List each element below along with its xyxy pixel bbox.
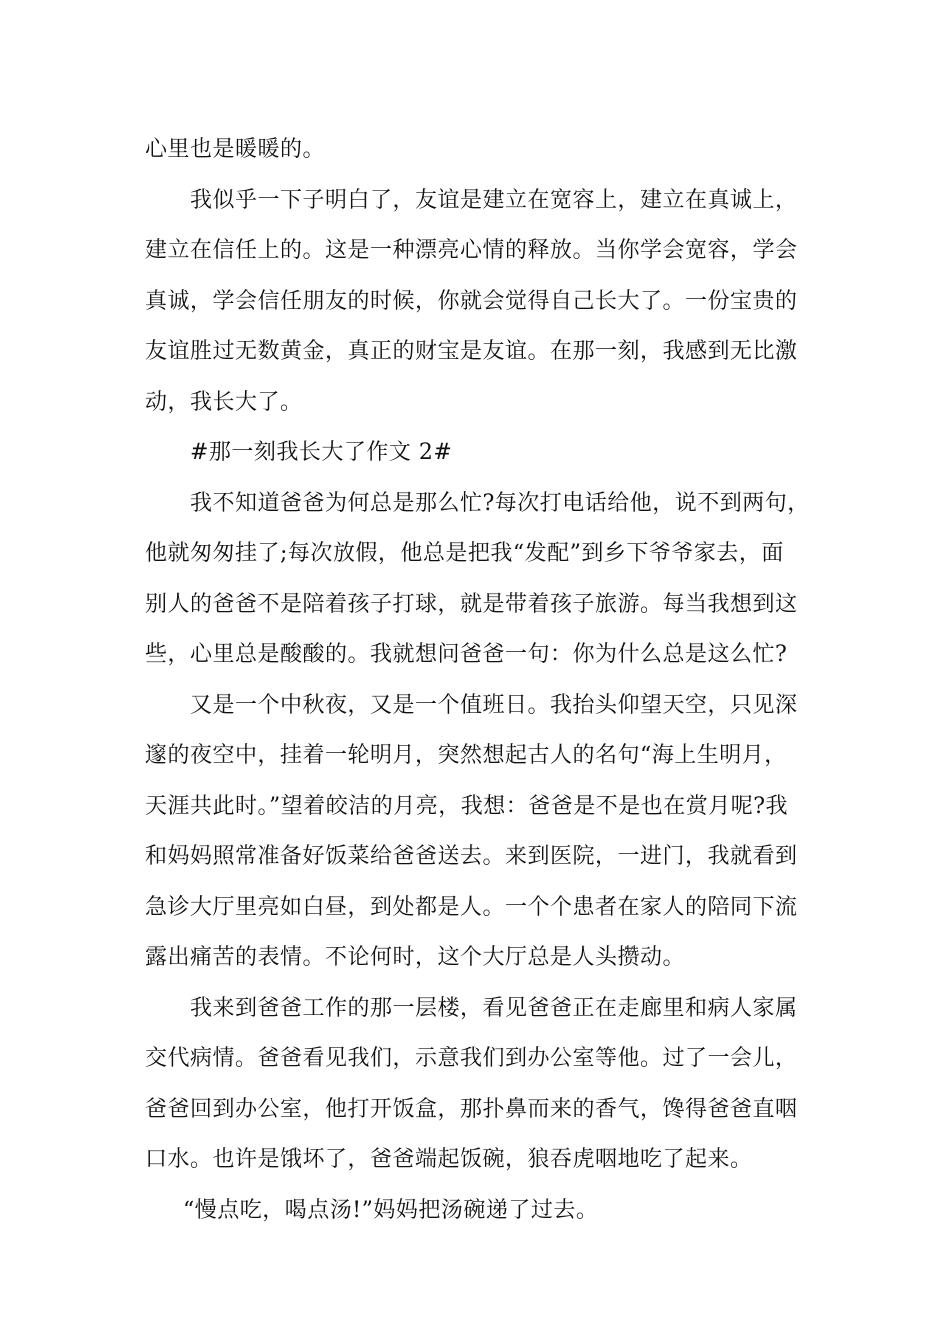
paragraph-start: “慢点吃，喝点汤!”妈妈把汤碗递了过去。	[183, 1198, 599, 1223]
text-line: 交代病情。爸爸看见我们，示意我们到办公室等他。过了一会儿，	[145, 1046, 798, 1071]
text-line: 别人的爸爸不是陪着孩子打球，就是带着孩子旅游。每当我想到这	[145, 592, 798, 617]
text-line: 爸爸回到办公室，他打开饭盒，那扑鼻而来的香气，馋得爸爸直咽	[145, 1097, 798, 1122]
text-line: 动，我长大了。	[145, 390, 303, 415]
paragraph-start: 我来到爸爸工作的那一层楼，看见爸爸正在走廊里和病人家属	[190, 996, 798, 1021]
text-line: 和妈妈照常准备好饭菜给爸爸送去。来到医院，一进门，我就看到	[145, 844, 798, 869]
text-line: 他就匆匆挂了;每次放假，他总是把我“发配”到乡下爷爷家去，面	[145, 541, 784, 566]
text-line: 急诊大厅里亮如白昼，到处都是人。一个个患者在家人的陪同下流	[145, 895, 798, 920]
text-line: 真诚，学会信任朋友的时候，你就会觉得自己长大了。一份宝贵的	[145, 289, 798, 314]
text-line: 露出痛苦的表情。不论何时，这个大厅总是人头攒动。	[145, 945, 686, 970]
text-line: 建立在信任上的。这是一种漂亮心情的释放。当你学会宽容，学会	[145, 238, 798, 263]
paragraph-start: 我不知道爸爸为何总是那么忙?每次打电话给他，说不到两句，	[190, 491, 810, 516]
paragraph-start: 又是一个中秋夜，又是一个值班日。我抬头仰望天空，只见深	[190, 693, 798, 718]
text-line: 些，心里总是酸酸的。我就想问爸爸一句：你为什么总是这么忙?	[145, 642, 788, 667]
text-line: 友谊胜过无数黄金，真正的财宝是友谊。在那一刻，我感到无比激	[145, 339, 798, 364]
section-heading: #那一刻我长大了作文 2#	[190, 440, 453, 465]
text-line: 心里也是暖暖的。	[145, 137, 326, 162]
text-line: 邃的夜空中，挂着一轮明月，突然想起古人的名句“海上生明月，	[145, 743, 787, 768]
paragraph-start: 我似乎一下子明白了，友谊是建立在宽容上，建立在真诚上，	[190, 188, 798, 213]
text-line: 口水。也许是饿坏了，爸爸端起饭碗，狼吞虎咽地吃了起来。	[145, 1147, 753, 1172]
text-line: 天涯共此时。”望着皎洁的月亮，我想：爸爸是不是也在赏月呢?我	[145, 794, 789, 819]
